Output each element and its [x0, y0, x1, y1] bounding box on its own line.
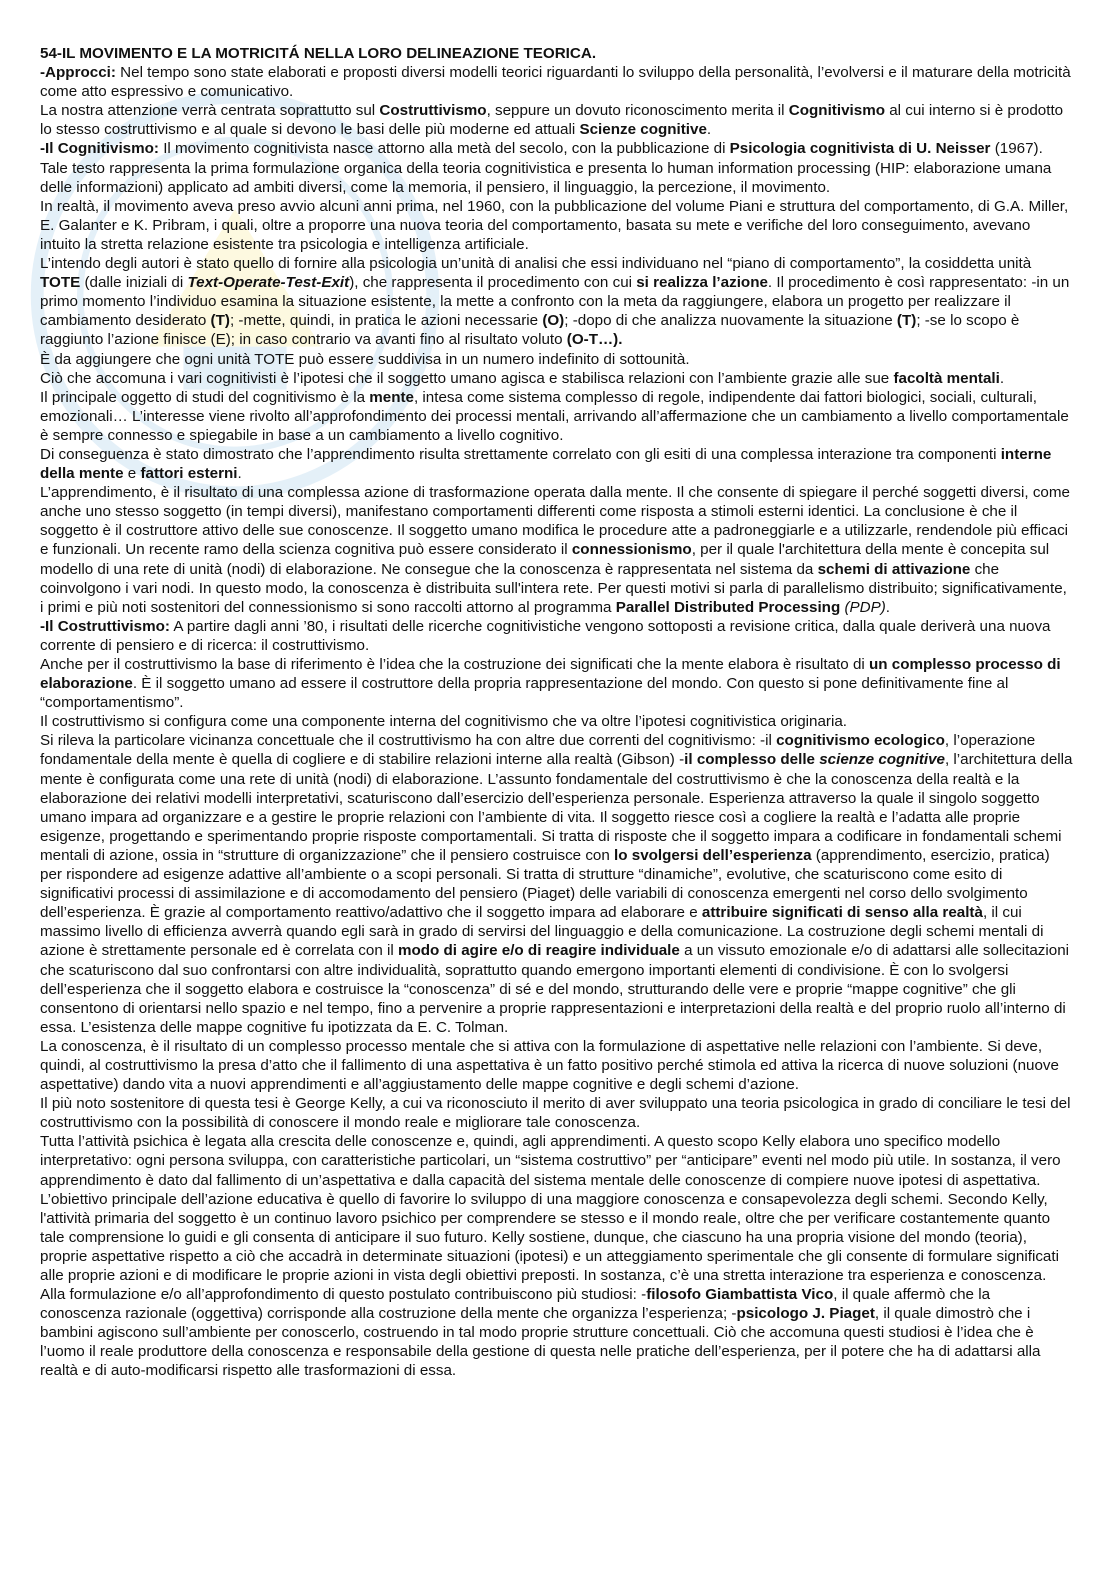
paragraph — [40, 1037, 1074, 1094]
bold-text: (T) — [210, 312, 230, 330]
bold-text: Psicologia cognitivista di U. Neisser — [729, 140, 991, 158]
text-run: al cui interno si è prodotto lo stesso costruttivismo e al quale si devono le basi delle più moderne ed attuali — [40, 102, 1064, 139]
paragraph — [40, 369, 1074, 388]
paragraph — [40, 655, 1074, 712]
text-run: Anche per il costruttivismo la base di riferimento è l’idea che la costruzione dei significati che la mente elabora è risultato di — [40, 656, 869, 673]
bold-text: facoltà mentali — [893, 369, 1000, 387]
text-run: , il quale dimostrò che i bambini agiscono sull’ambiente per conoscerlo, costruendo in tal modo proprie strutture concettuali. Ciò che accomuna questi studiosi è l’idea che è l’uomo il reale produttore della conoscenza e responsabile della gestione di questa nelle pratiche dell’esperienza, per il potere che ha di adattarsi alla realtà e di auto-modificarsi rispetto alle trasformazioni di essa. — [40, 1305, 1041, 1380]
bold-text: interne della mente — [40, 445, 1052, 483]
bold-text: connessionismo — [571, 541, 692, 559]
bold-text: -Approcci: — [40, 64, 116, 82]
italic-text: (PDP) — [840, 598, 886, 616]
bold-text: -Il Costruttivismo: — [40, 617, 170, 635]
text-run: ; -dopo di che analizza nuovamente la situazione — [564, 312, 897, 330]
bold-text: -Il Cognitivismo: — [40, 140, 159, 158]
text-run: ; -se lo scopo è raggiunto l’azione finisce (E); in caso contrario va avanti fino al risultato voluto — [40, 312, 1020, 349]
bold-text: TOTE — [40, 274, 81, 292]
text-run: , il cui massimo livello di efficienza avverrà quando egli sarà in grado di servirsi del linguaggio e della comunicazione. La costruzione degli schemi mentali di azione è strettamente personale ed è correlata con il — [40, 904, 1044, 960]
paragraph — [40, 139, 1074, 196]
bold-text: un complesso processo di elaborazione — [40, 656, 1061, 693]
text-run: e — [123, 465, 141, 483]
text-run: Nel tempo sono state elaborati e proposti diversi modelli teorici riguardanti lo sviluppo della personalità, l’evolversi e il maturare della motricità come atto espressivo e comunicativo. — [40, 64, 1071, 101]
text-run: . — [885, 598, 891, 616]
bold-text: Costruttivismo — [379, 102, 487, 120]
text-run: ; -mette, quindi, in pratica le azioni necessarie — [229, 312, 543, 330]
bold-text: si realizza l’azione — [636, 274, 768, 292]
text-run: L’intendo degli autori è stato quello di fornire alla psicologia un’unità di analisi che essi individuano nel “piano di comportamento”, la cosiddetta unità — [40, 255, 1032, 273]
bold-text: modo di agire e/o di reagire individuale — [397, 942, 680, 960]
bold-text: Parallel Distributed Processing — [615, 598, 841, 616]
bold-text: attribuire significati di senso alla realtà — [701, 904, 983, 922]
document-page — [40, 44, 1074, 1381]
text-run: Il costruttivismo si configura come una componente interna del cognitivismo che va oltre l’ipotesi cognitivistica originaria. — [40, 713, 848, 731]
bold-text: (O-T…). — [566, 331, 623, 349]
paragraph — [40, 1094, 1074, 1132]
text-run: , l’operazione fondamentale della mente è quella di cogliere e di stabilire relazioni interne alla realtà (Gibson) - — [40, 732, 1036, 769]
text-run: (dalle iniziali di — [80, 274, 188, 292]
paragraph — [40, 101, 1074, 139]
bold-text: (O) — [542, 312, 565, 330]
paragraph — [40, 483, 1074, 617]
bold-text: cognitivismo ecologico — [776, 732, 945, 750]
text-run: , il quale affermò che la conoscenza razionale (oggettiva) corrisponde alla costruzione della mente che organizza l’esperienza; - — [40, 1286, 991, 1323]
document-body — [40, 63, 1074, 1380]
paragraph — [40, 445, 1074, 483]
text-run: Ciò che accomuna i vari cognitivisti è l’ipotesi che il soggetto umano agisca e stabilisca relazioni con l’ambiente grazie alle sue — [40, 369, 894, 387]
text-run: (apprendimento, esercizio, pratica) per rispondere ad esigenze adattive all’ambiente o a scopi personali. Si tratta di strutture “dinamiche”, evolutive, che scaturiscono come esito di significativi processi di assimilazione e di accomodamento del pensiero (Piaget) delle variabili di conoscenza emergenti nel corso dello svolgimento dell’esperienza. È grazie al comportamento reattivo/adattivo che il soggetto impara ad elaborare e — [40, 846, 1050, 922]
bold-italic-text: Text-Operate-Test-Exit — [187, 274, 350, 292]
paragraph — [40, 1132, 1074, 1380]
text-run: . — [706, 121, 712, 139]
bold-text: schemi di attivazione — [817, 560, 971, 578]
text-run: È da aggiungere che ogni unità TOTE può essere suddivisa in un numero indefinito di sottounità. — [40, 350, 690, 368]
bold-text: filosofo Giambattista Vico — [646, 1286, 834, 1304]
text-run: (1967). Tale testo rappresenta la prima formulazione organica della teoria cognitivistica e presenta lo human information processing (HIP: elaborazione umana delle informazioni) applicato ad ambiti diversi, come la memoria, il pensiero, il linguaggio, la percezione, il movimento. — [40, 140, 1052, 196]
bold-text: il complesso delle — [684, 751, 820, 769]
text-run: Si rileva la particolare vicinanza concettuale che il costruttivismo ha con altre due correnti del cognitivismo: -il — [40, 732, 777, 750]
paragraph — [40, 63, 1074, 101]
text-run: , seppure un dovuto riconoscimento merita il — [486, 102, 789, 120]
bold-text: psicologo J. Piaget — [736, 1305, 875, 1323]
bold-text: fattori esterni — [140, 465, 238, 483]
document-title: 54-IL MOVIMENTO E LA MOTRICITÁ NELLA LORO DELINEAZIONE TEORICA. — [40, 45, 597, 62]
text-run: che coinvolgono i vari nodi. In questo modo, la conoscenza è distribuita sull'intera rete. Per questi motivi si parla di parallelismo distribuito; significativamente, i primi e più noti sostenitori del connessionismo si sono raccolti attorno al programma — [40, 560, 1067, 616]
bold-text: Cognitivismo — [788, 102, 885, 120]
text-run: , l’architettura della mente è configurata come una rete di unità (nodi) di elaborazione. L’assunto fondamentale del costruttivismo è che la conoscenza della realtà e la elaborazione dei relativi modelli interpretativi, scaturiscono dall’esercizio dell’esperienza personale. Esperienza attraverso la quale il singolo soggetto umano impara ad organizzare e a gestire le proprie relazioni con l’ambiente di vita. Il soggetto riesce così a cogliere la realtà e l’adatta alle proprie esigenze, progettando e sperimentando proprie risposte comportamentali. Si tratta di risposte che il soggetto impara a codificare in fondamentali schemi mentali di azione, ossia in “strutture di organizzazione” che il pensiero costruisce con — [40, 751, 1073, 864]
text-run: , intesa come sistema complesso di regole, indipendente dai fattori biologici, sociali, culturali, emozionali… L’interesse viene rivolto all’approfondimento dei processi mentali, arrivando all’affermazione che un cambiamento a livello comportamentale è sempre connesso e spiegabile in base a un cambiamento a livello cognitivo. — [40, 388, 1069, 444]
text-run: Tutta l’attività psichica è legata alla crescita delle conoscenze e, quindi, agli apprendimenti. A questo scopo Kelly elabora uno specifico modello interpretativo: ogni persona sviluppa, con caratteristiche particolari, un “sistema costruttivo” per “anticipare” eventi nel modo più utile. In sostanza, il vero apprendimento è dato dal fallimento di un’aspettativa e dalla capacità del sistema mentale delle conoscenze di compiere nuove ipotesi di aspettativa. L’obiettivo principale dell’azione educativa è quello di favorire lo sviluppo di una maggiore conoscenza e consapevolezza degli schemi. Secondo Kelly, l'attività primaria del soggetto è un continuo lavoro psichico per comprendere se stesso e il mondo reale, oltre che per verificare costantemente quanto tale comprensione lo guidi e gli consenta di anticipare il suo futuro. Kelly sostiene, dunque, che ciascuno ha una propria visione del mondo (teoria), proprie aspettative rispetto a ciò che accadrà in determinate situazioni (ipotesi) e un atteggiamento sperimentale che gli consente di formulare significati alle proprie azioni e di modificare le proprie azioni in vista degli obiettivi preposti. In sostanza, c’è una stretta interazione tra esperienza e conoscenza. Alla formulazione e/o all’approfondimento di questo postulato contribuiscono più studiosi: - — [40, 1133, 1061, 1304]
text-run: A partire dagli anni ’80, i risultati delle ricerche cognitivistiche vengono sottoposti a revisione critica, dalla quale deriverà una nuova corrente di pensiero e di ricerca: il costruttivismo. — [40, 617, 1051, 654]
text-run: Il movimento cognitivista nasce attorno alla metà del secolo, con la pubblicazione di — [158, 140, 730, 158]
paragraph — [40, 388, 1074, 445]
bold-italic-text: scienze cognitive — [819, 751, 945, 769]
paragraph — [40, 254, 1074, 349]
text-run: . Il procedimento è così rappresentato: -in un primo momento l’individuo esamina la situazione esistente, la mette a confronto con la meta da raggiungere, elabora un progetto per realizzare il cambiamento desiderato — [40, 274, 1070, 330]
paragraph — [40, 731, 1074, 1037]
bold-text: lo svolgersi dell’esperienza — [614, 846, 812, 864]
text-run: . — [237, 465, 242, 483]
bold-text: Scienze cognitive — [579, 121, 707, 139]
text-run: , per il quale l'architettura della mente è concepita sul modello di una rete di unità (nodi) di elaborazione. Ne consegue che la conoscenza è rappresentata nel sistema da — [40, 541, 1050, 578]
text-run: In realtà, il movimento aveva preso avvio alcuni anni prima, nel 1960, con la pubblicazione del volume Piani e struttura del comportamento, di G.A. Miller, E. Galanter e K. Pribram, i quali, oltre a proporre una nuova teoria del comportamento, basata su mete e verifiche del loro conseguimento, avevano intuito la stretta relazione esistente tra psicologia e intelligenza artificiale. — [40, 197, 1069, 253]
paragraph — [40, 712, 1074, 731]
text-run: La conoscenza, è il risultato di un complesso processo mentale che si attiva con la formulazione di aspettative nelle relazioni con l’ambiente. Si deve, quindi, al costruttivismo la presa d’atto che il fallimento di una aspettativa è un fatto positivo perché stimola ed attiva la ricerca di nuove soluzioni (nuove aspettative) dando vita a nuovi apprendimenti e all’aggiustamento delle mappe cognitive e degli schemi d’azione. — [40, 1037, 1059, 1094]
text-run: La nostra attenzione verrà centrata soprattutto sul — [40, 102, 380, 120]
paragraph — [40, 350, 1074, 369]
text-run: . È il soggetto umano ad essere il costruttore della propria rappresentazione del mondo. Con questo si pone definitivamente fine al “comportamentismo”. — [40, 675, 1009, 712]
paragraph — [40, 197, 1074, 254]
bold-text: (T) — [896, 312, 917, 330]
text-run: L’apprendimento, è il risultato di una complessa azione di trasformazione operata dalla mente. Il che consente di spiegare il perché soggetti diversi, come anche uno stesso soggetto (in tempi diversi), manifestano comportamenti differenti come risposta a stimoli esterni identici. La conclusione è che il soggetto è il costruttore attivo delle sue conoscenze. Il soggetto umano modifica le procedure atte a padroneggiarle e a utilizzarle, rendendole più efficaci e funzionali. Un recente ramo della scienza cognitiva può essere considerato il — [40, 484, 1070, 559]
bold-text: mente — [369, 388, 414, 406]
text-run: Di conseguenza è stato dimostrato che l’apprendimento risulta strettamente correlato con gli esiti di una complessa interazione tra componenti — [40, 445, 1001, 463]
text-run: . — [999, 369, 1005, 387]
paragraph — [40, 617, 1074, 655]
text-run: a un vissuto emozionale e/o di adattarsi alle sollecitazioni che scaturiscono dal suo confrontarsi con altre individualità, soprattutto quando emergono importanti elementi di condivisione. È con lo svolgersi dell’esperienza che il soggetto elabora e costruisce la “conoscenza” di sé e del mondo, strutturando delle vere e proprie “mappe cognitive” che gli consentono di orientarsi nello spazio e nel tempo, fino a pervenire a proprie rappresentazioni e interpretazioni della realtà e del proprio ruolo all’interno di essa. L’esistenza delle mappe cognitive fu ipotizzata da E. C. Tolman. — [40, 942, 1070, 1036]
text-run: Il più noto sostenitore di questa tesi è George Kelly, a cui va riconosciuto il merito di aver sviluppato una teoria psicologica in grado di conciliare le tesi del costruttivismo con la possibilità di conoscere il mondo reale e migliorare tale conoscenza. — [40, 1095, 1071, 1132]
text-run: Il principale oggetto di studi del cognitivismo è la — [40, 388, 370, 406]
text-run: ), che rappresenta il procedimento con cui — [349, 274, 637, 292]
